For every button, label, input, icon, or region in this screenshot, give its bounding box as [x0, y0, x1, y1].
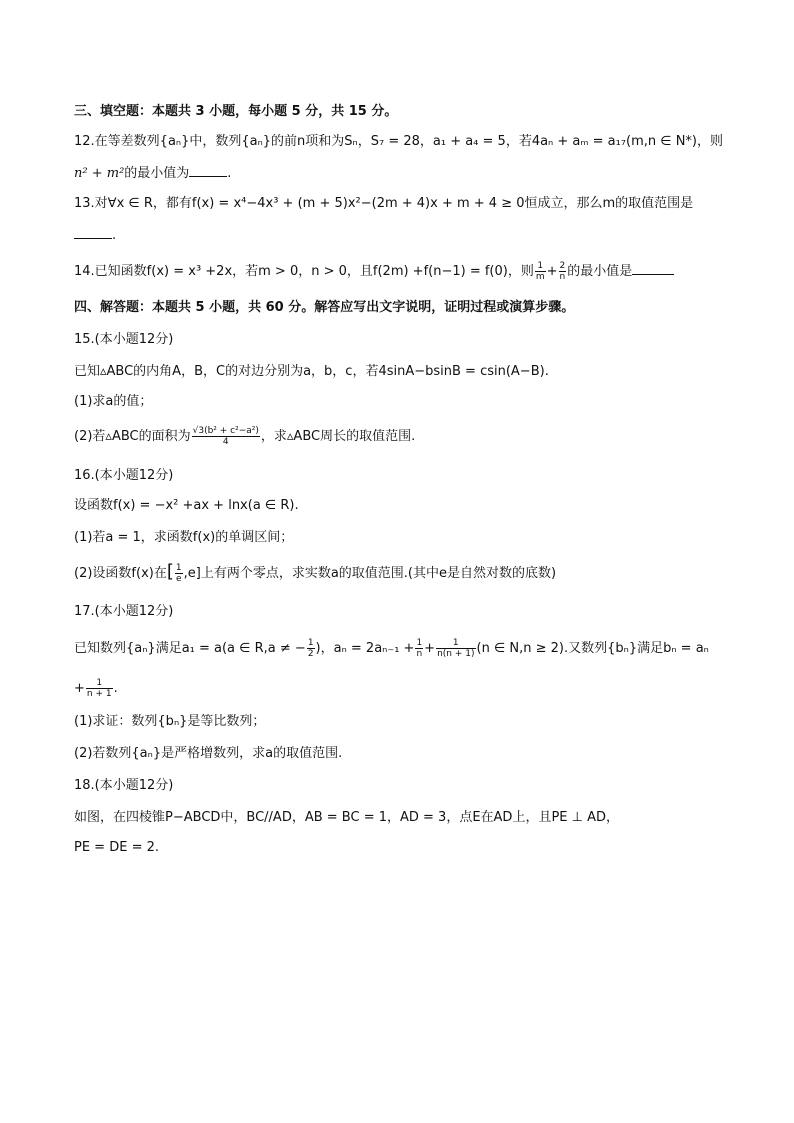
q17-fraction-4	[86, 678, 113, 699]
q17-frac1-num: 1	[307, 638, 314, 648]
q15-header: 15.(本小题12分)	[74, 332, 174, 347]
q16-header: 16.(本小题12分)	[74, 468, 174, 483]
q15-part-2-pre: (2)若▵ABC的面积为	[74, 429, 191, 444]
q16-interval-right: ,e]	[183, 566, 201, 581]
q17-part-1: (1)求证：数列{bₙ}是等比数列；	[74, 714, 266, 729]
q14-frac2-den: n	[559, 272, 566, 282]
q17-part-2: (2)若数列{aₙ}是严格增数列，求a的取值范围.	[74, 746, 343, 761]
q15-frac-num: √3(b² + c²−a²)	[192, 426, 259, 436]
q16-interval-fraction	[175, 563, 183, 584]
q17-frac3-num: 1	[436, 638, 475, 649]
q14-answer-blank	[632, 260, 674, 275]
q12-answer-blank	[189, 162, 227, 177]
q15-area-fraction	[192, 426, 260, 447]
q18-line-2: PE = DE = 2.	[74, 840, 159, 855]
q17-fraction-2	[415, 638, 423, 659]
q17-stem-post: (n ∈ N,n ≥ 2).又数列{bₙ}满足bₙ = aₙ	[476, 641, 709, 656]
q17-frac2-num: 1	[416, 638, 423, 648]
q12-line-1: 12.在等差数列{aₙ}中，数列{aₙ}的前n项和为Sₙ，S₇ = 28，a₁ + a₄ = 5，若4aₙ + aₘ = a₁₇(m,n ∈ N*)，则	[74, 134, 724, 149]
q12-prompt: 的最小值为	[124, 166, 190, 181]
q12-expression: n² + m²	[74, 166, 125, 181]
q16-stem: 设函数f(x) = −x² +ax + lnx(a ∈ R).	[74, 498, 299, 513]
q17-stem-line-2	[74, 678, 118, 699]
q16-bracket-left-icon: [	[166, 561, 174, 582]
q17-stem2-post: .	[113, 681, 118, 696]
q14-plus: +	[546, 264, 558, 279]
q13-line-1: 13.对∀x ∈ R，都有f(x) = x⁴−4x³ + (m + 5)x²−(2m + 4)x + m + 4 ≥ 0恒成立，那么m的取值范围是	[74, 196, 694, 211]
q17-stem-mid: )，aₙ = 2aₙ₋₁ +	[315, 641, 415, 656]
q18-header: 18.(本小题12分)	[74, 778, 174, 793]
q12-end: .	[227, 166, 232, 181]
q16-part-2-pre: (2)设函数f(x)在	[74, 566, 167, 581]
q14-fraction-1	[535, 261, 546, 282]
q17-frac4-num: 1	[86, 678, 113, 689]
q14-frac2-num: 2	[559, 261, 566, 271]
q13-line-2	[74, 224, 116, 246]
q17-stem-line-1	[74, 638, 709, 659]
q12-line-2	[74, 162, 231, 184]
q14-part-2: 的最小值是	[567, 264, 633, 279]
q15-part-2	[74, 426, 415, 447]
q14-frac1-num: 1	[535, 261, 546, 272]
q17-frac4-den: n + 1	[86, 689, 112, 699]
q13-end: .	[112, 228, 117, 243]
section-3-title: 三、填空题：本题共 3 小题，每小题 5 分，共 15 分。	[74, 104, 398, 119]
q16-part-2-post: 上有两个零点，求实数a的取值范围.(其中e是自然对数的底数)	[200, 566, 557, 581]
q17-frac1-den: 2	[307, 649, 314, 659]
q14-fraction-2	[559, 261, 567, 282]
q15-part-2-post: ，求▵ABC周长的取值范围.	[260, 429, 416, 444]
q15-stem: 已知▵ABC的内角A，B，C的对边分别为a，b，c，若4sinA−bsinB = csin(A−B).	[74, 364, 549, 379]
q17-fraction-1	[307, 638, 315, 659]
q16-part-1: (1)若a = 1，求函数f(x)的单调区间；	[74, 530, 294, 545]
q17-stem-pre: 已知数列{aₙ}满足a₁ = a(a ∈ R,a ≠ −	[74, 641, 306, 656]
q16-part-2	[74, 562, 556, 584]
q15-frac-den: 4	[222, 437, 229, 447]
q17-frac3-den: n(n + 1)	[437, 649, 475, 659]
section-4-title: 四、解答题：本题共 5 小题，共 60 分。解答应写出文字说明，证明过程或演算步骤。	[74, 300, 575, 315]
q16-frac-den: e	[175, 574, 182, 584]
q14-line	[74, 260, 674, 282]
q14-frac1-den: m	[535, 272, 545, 282]
q17-stem-plus: +	[424, 641, 436, 656]
q17-stem2-pre: +	[74, 681, 85, 696]
q15-part-1: (1)求a的值；	[74, 394, 153, 409]
q16-frac-num: 1	[175, 563, 182, 573]
q17-frac2-den: n	[416, 649, 423, 659]
q13-answer-blank	[74, 224, 112, 239]
q18-line-1: 如图，在四棱锥P−ABCD中，BC//AD，AB = BC = 1，AD = 3，点E在AD上，且PE ⊥ AD，	[74, 810, 619, 825]
q17-header: 17.(本小题12分)	[74, 604, 174, 619]
q14-part-1: 14.已知函数f(x) = x³ +2x，若m > 0，n > 0，且f(2m) +f(n−1) = f(0)，则	[74, 264, 534, 279]
q17-fraction-3	[436, 638, 475, 659]
